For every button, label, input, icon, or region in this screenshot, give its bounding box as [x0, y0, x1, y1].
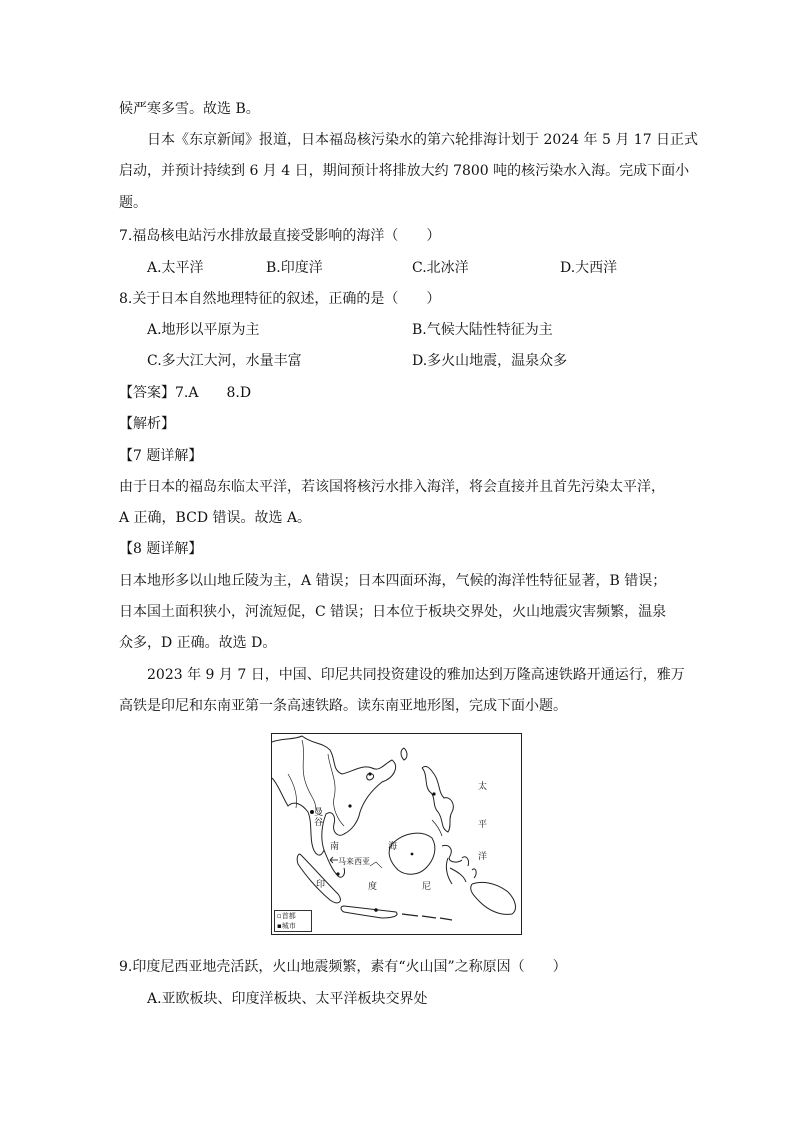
label-malaysia: 马来西亚 — [338, 857, 370, 866]
text-line: 题。 — [119, 195, 147, 211]
southeast-asia-map — [271, 733, 522, 935]
text-line: 2023 年 9 月 7 日，中国、印尼共同投资建设的雅加达到万隆高速铁路开通运行，雅万 — [147, 667, 685, 683]
q7-option-c: C.北冰洋 — [412, 260, 469, 276]
question-9: 9.印度尼西亚地壳活跃，火山地震频繁，素有“火山国”之称原因（ ） — [119, 959, 567, 975]
q8-option-b: B.气候大陆性特征为主 — [412, 322, 553, 338]
q7-option-d: D.大西洋 — [560, 260, 618, 276]
label-nan: 南 — [330, 842, 340, 852]
label-yin: 印 — [316, 880, 326, 890]
answer-line: 【答案】7.A 8.D — [119, 385, 252, 401]
text-line: 高铁是印尼和东南亚第一条高速铁路。读东南亚地形图，完成下面小题。 — [119, 698, 567, 714]
q8-option-d: D.多火山地震，温泉众多 — [412, 353, 568, 369]
detail-8-heading: 【8 题详解】 — [119, 541, 203, 557]
q8-option-a: A.地形以平原为主 — [147, 322, 260, 338]
q7-option-a: A.太平洋 — [147, 260, 204, 276]
text-line: 启动，并预计持续到 6 月 4 日，期间预计将排放大约 7800 吨的核污染水入海。完成下面小 — [119, 163, 690, 179]
map-legend — [274, 910, 312, 932]
q7-option-b: B.印度洋 — [266, 260, 323, 276]
detail-7-heading: 【7 题详解】 — [119, 448, 203, 464]
label-tai: 太 — [478, 782, 488, 792]
text-line: A 正确，BCD 错误。故选 A。 — [119, 510, 312, 526]
text-line: 日本国土面积狭小，河流短促，C 错误；日本位于板块交界处，火山地震灾害频繁，温泉 — [119, 604, 667, 620]
question-8: 8.关于日本自然地理特征的叙述，正确的是（ ） — [119, 291, 441, 307]
capital-marker-icon: ▫ — [277, 912, 282, 920]
text-line: 由于日本的福岛东临太平洋，若该国将核污水排入海洋，将会直接并且首先污染太平洋， — [119, 479, 665, 495]
q8-option-c: C.多大江大河，水量丰富 — [147, 353, 302, 369]
label-ping: 平 — [478, 820, 488, 830]
legend-capital: ▫首都 — [277, 912, 296, 920]
q9-option-a: A.亚欧板块、印度洋板块、太平洋板块交界处 — [147, 991, 428, 1007]
legend-city: ▪城市 — [277, 922, 296, 930]
label-bangkok: 曼谷 — [314, 808, 324, 828]
map-drawing — [272, 734, 520, 933]
label-hai: 海 — [388, 842, 398, 852]
city-marker-icon: ▪ — [277, 922, 282, 930]
label-ni: 尼 — [422, 882, 432, 892]
label-yang: 洋 — [478, 852, 488, 862]
question-7: 7.福岛核电站污水排放最直接受影响的海洋（ ） — [119, 228, 441, 244]
text-line: 日本《东京新闻》报道，日本福岛核污染水的第六轮排海计划于 2024 年 5 月 17 日正式 — [147, 132, 699, 148]
text-line: 众多，D 正确。故选 D。 — [119, 635, 277, 651]
text-line: 日本地形多以山地丘陵为主，A 错误；日本四面环海，气候的海洋性特征显著，B 错误； — [119, 573, 667, 589]
label-du: 度 — [368, 882, 378, 892]
text-line: 候严寒多雪。故选 B。 — [119, 101, 260, 117]
analysis-heading: 【解析】 — [119, 416, 175, 432]
